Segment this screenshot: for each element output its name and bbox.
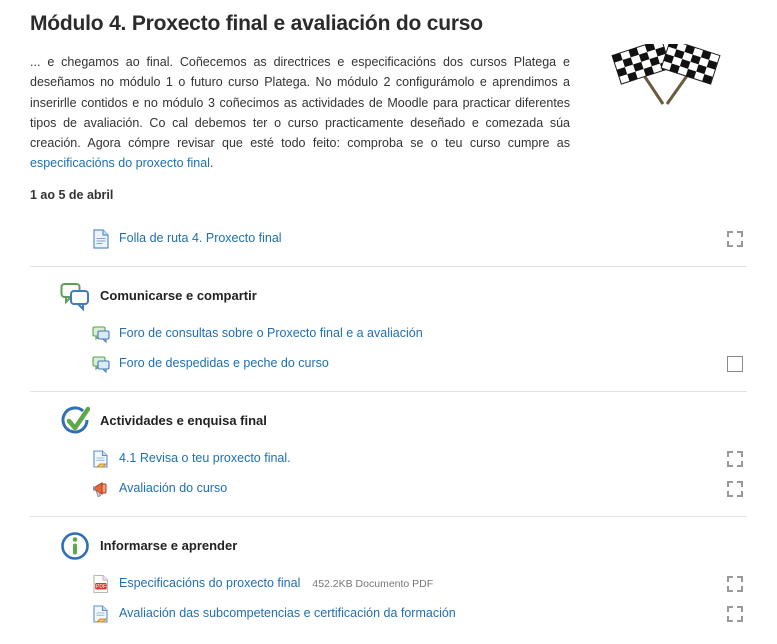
activity-link[interactable]: Foro de despedidas e peche do curso	[119, 356, 329, 370]
forum-icon	[92, 354, 110, 374]
activity-link[interactable]: 4.1 Revisa o teu proxecto final.	[119, 451, 291, 465]
completion-box[interactable]	[727, 356, 743, 372]
date-range-label: 1 ao 5 de abril	[30, 187, 114, 202]
list-item[interactable]	[30, 224, 747, 254]
svg-text:PDF: PDF	[96, 583, 106, 590]
activity-link[interactable]: Folla de ruta 4. Proxecto final	[119, 231, 282, 245]
page-resource-icon	[92, 229, 110, 249]
section-summary	[30, 52, 747, 174]
forum-icon	[92, 324, 110, 344]
activity-link[interactable]: Especificacións do proxecto final	[119, 576, 301, 590]
list-item[interactable]	[30, 444, 747, 474]
section-header-actividades-e-enquisa-final	[30, 400, 747, 444]
assignment-icon	[92, 604, 110, 624]
section-header-comunicarse-e-compartir	[30, 275, 747, 319]
section-informarse-e-aprender	[30, 517, 747, 641]
section-header-label: Actividades e enquisa final	[100, 413, 267, 428]
section-intro	[30, 210, 747, 267]
course-section-page	[0, 12, 777, 644]
speech-bubbles-icon	[60, 281, 90, 311]
list-item[interactable]	[30, 349, 747, 379]
section-header-label: Informarse e aprender	[100, 538, 238, 553]
list-item[interactable]	[30, 599, 747, 629]
green-check-icon	[60, 406, 90, 436]
section-header-label: Comunicarse e compartir	[100, 288, 257, 303]
summary-text-suffix: .	[209, 156, 214, 171]
activity-link[interactable]: Avaliación do curso	[119, 481, 228, 495]
completion-box	[727, 576, 743, 592]
list-item[interactable]	[30, 319, 747, 349]
pdf-icon	[92, 574, 110, 594]
completion-box	[727, 481, 743, 497]
completion-box	[727, 451, 743, 467]
activity-link[interactable]: Foro de consultas sobre o Proxecto final e a avaliación	[119, 326, 423, 340]
section-comunicarse-e-compartir	[30, 267, 747, 392]
activity-list	[0, 210, 777, 641]
checkered-flags-icon	[601, 44, 731, 114]
summary-text-prefix: ... e chegamos ao final. Coñecemos as directrices e especificacións dos cursos Platega e deseñamos no módulo 1 o futuro curso Platega. No módulo 2 configurámolo e aprendimos a inserirlle contidos e no módulo 3 coñecimos as actividades de Moodle para practicar diferentes tipos de avaliación. Co cal debemos ter o curso practicamente deseñado e comezada súa creación. Agora cómpre revisar que esté todo feito: comproba se o teu curso cumpre as	[30, 55, 570, 150]
assignment-icon	[92, 449, 110, 469]
page-title: Módulo 4. Proxecto final e avaliación do curso	[30, 12, 483, 35]
section-actividades-e-enquisa-final	[30, 392, 747, 517]
list-item[interactable]	[30, 474, 747, 504]
activity-link[interactable]: Avaliación das subcompetencias e certificación da formación	[119, 606, 456, 620]
completion-box	[727, 231, 743, 247]
info-icon	[60, 531, 90, 561]
activity-meta: 452.2KB Documento PDF	[312, 577, 434, 590]
feedback-megaphone-icon	[92, 479, 110, 499]
completion-box	[727, 606, 743, 622]
proyecto-final-spec-link[interactable]: especificacións do proxecto final	[30, 156, 210, 171]
list-item[interactable]	[30, 569, 747, 599]
summary-paragraph	[30, 52, 570, 174]
section-header-informarse-e-aprender	[30, 525, 747, 569]
